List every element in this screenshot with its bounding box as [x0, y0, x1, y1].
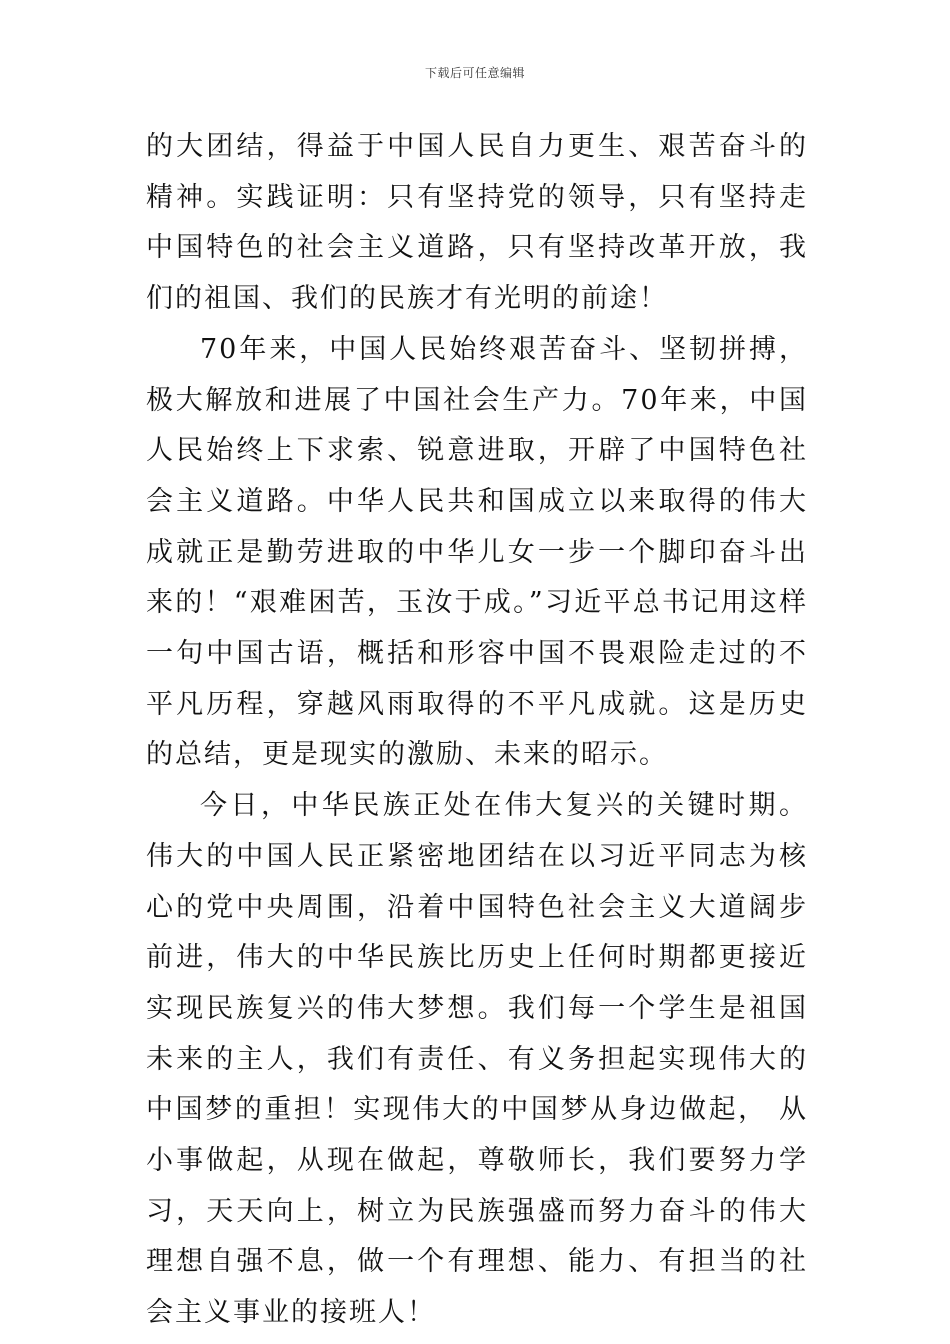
- header-note: 下载后可任意编辑: [424, 66, 525, 80]
- paragraph-2: 70年来，中国人民始终艰苦奋斗、坚韧拼搏，极大解放和进展了中国社会生产力。70年来，中国人民始终上下求索、锐意进取，开辟了中国特色社会主义道路。中华人民共和国成立以来取得的伟大成就正是勤劳进取的中华儿女一步一个脚印奋斗出来的！“艰难困苦，玉汝于成。”习近平总书记用这样一句中国古语，概括和形容中国不畏艰险走过的不平凡历程，穿越风雨取得的不平凡成就。这是历史的总结，更是现实的激励、未来的昭示。: [146, 333, 808, 771]
- paragraph-1: 的大团结，得益于中国人民自力更生、艰苦奋斗的精神。实践证明：只有坚持党的领导，只有坚持走中国特色的社会主义道路，只有坚持改革开放，我们的祖国、我们的民族才有光明的前途！: [146, 131, 808, 315]
- document-body: [146, 122, 808, 1339]
- paragraph-3: 今日，中华民族正处在伟大复兴的关键时期。伟大的中国人民正紧密地团结在以习近平同志为核心的党中央周围，沿着中国特色社会主义大道阔步前进，伟大的中华民族比历史上任何时期都更接近实现民族复兴的伟大梦想。我们每一个学生是祖国未来的主人，我们有责任、有义务担起实现伟大的中国梦的重担！实现伟大的中国梦从身边做起， 从小事做起，从现在做起，尊敬师长，我们要努力学习，天天向上，树立为民族强盛而努力奋斗的伟大理想自强不息，做一个有理想、能力、有担当的社会主义事业的接班人！: [146, 790, 808, 1329]
